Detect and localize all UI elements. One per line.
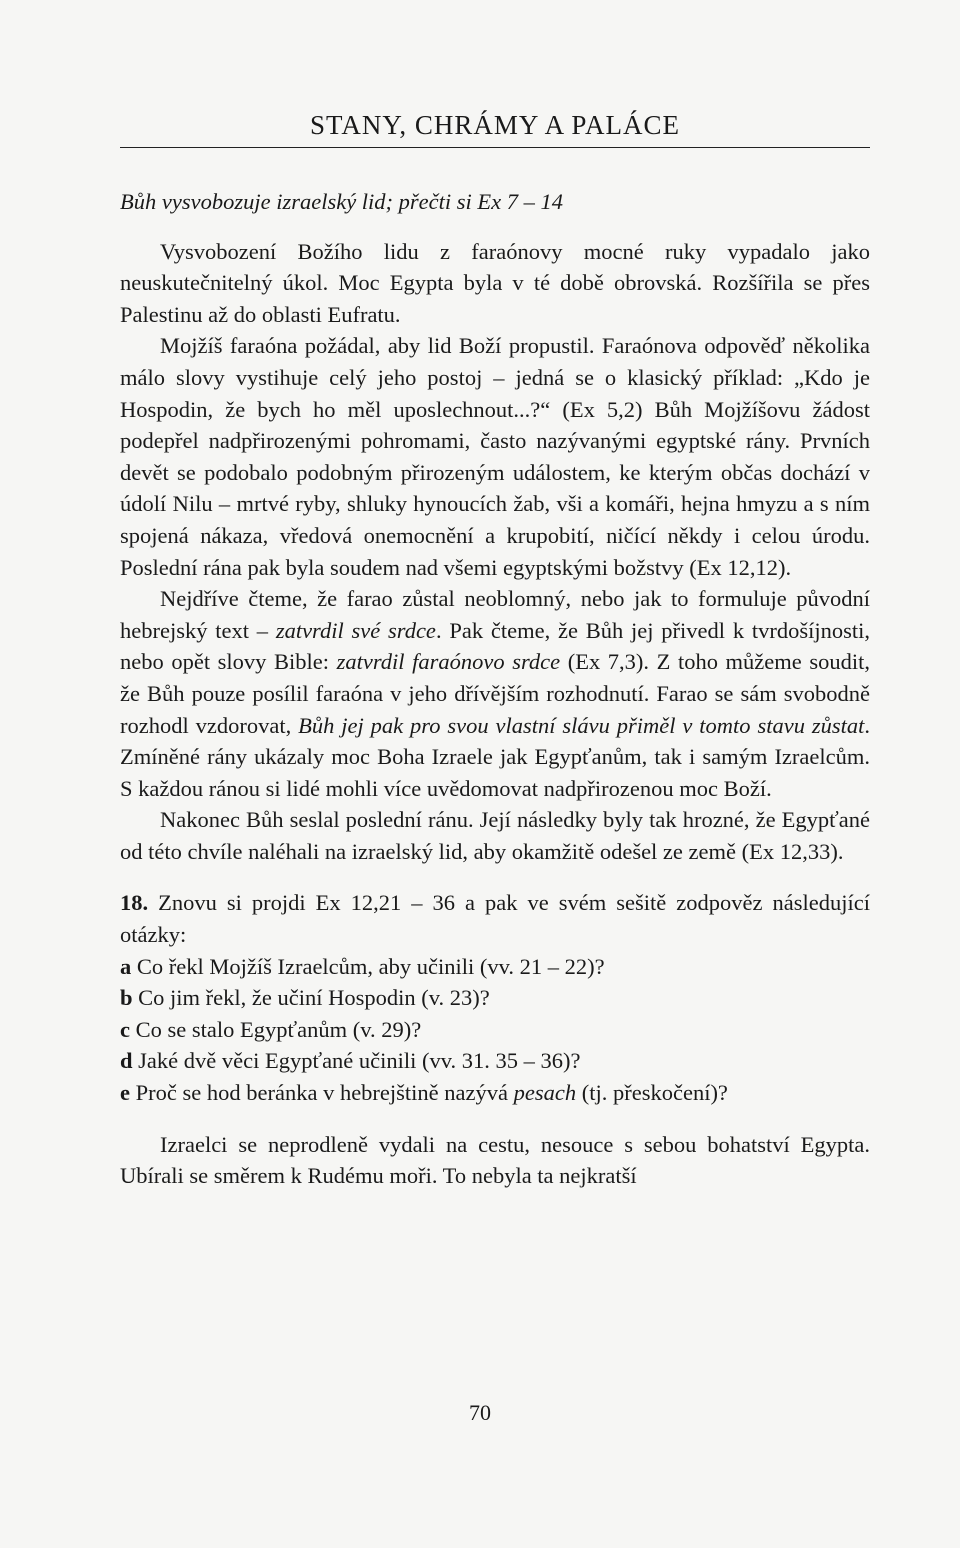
task-intro <box>120 887 870 950</box>
question-text: Co jim řekl, že učiní Hospodin (v. 23)? <box>132 985 490 1011</box>
question-letter: a <box>120 953 132 979</box>
paragraph-3-text-d: . Zmíněné rány ukázaly moc Boha Izraele jak Egypťanům, tak i samým Izraelcům. S každou ránou si lidé mohli více uvědomovat nadpřirozenou moc Boží. <box>120 712 870 801</box>
question-letter: b <box>120 985 133 1011</box>
question-text: Proč se hod beránka v hebrejštině nazývá <box>130 1080 514 1106</box>
paragraph-3-text-b: . Pak čteme, že Bůh jej přivedl k tvrdošíjnosti, nebo opět slovy Bible: <box>120 617 870 675</box>
question-italic: pesach <box>513 1080 577 1106</box>
closing-paragraph: Izraelci se neprodleně vydali na cestu, nesouce s sebou bohatství Egypta. Ubírali se směrem k Rudému moři. To nebyla ta nejkratší <box>120 1131 870 1189</box>
question-b <box>120 982 870 1014</box>
paragraph-3 <box>120 583 870 804</box>
paragraph-1: Vysvobození Božího lidu z faraónovy mocné ruky vypadalo jako neuskutečnitelný úkol. Moc Egypta byla v té době obrovská. Rozšířila se přes Palestinu až do oblasti Eufratu. <box>120 238 870 327</box>
task-intro-text: Znovu si projdi Ex 12,21 – 36 a pak ve svém sešitě zodpověz následující otázky: <box>120 890 870 948</box>
task-number: 18. <box>120 890 149 916</box>
paragraph-3-italic-3: Bůh jej pak pro svou vlastní slávu přiměl v tomto stavu zůstat <box>298 712 865 738</box>
paragraph-3-italic-2: zatvrdil faraónovo srdce <box>336 649 561 675</box>
running-title: STANY, CHRÁMY A PALÁCE <box>120 110 870 148</box>
paragraph-3-italic-1: zatvrdil své srdce <box>275 617 436 643</box>
question-e <box>120 1077 870 1109</box>
question-text: Co řekl Mojžíš Izraelcům, aby učinili (vv. 21 – 22)? <box>131 953 605 979</box>
spacer <box>120 1109 870 1129</box>
question-text: Jaké dvě věci Egypťané učinili (vv. 31. 35 – 36)? <box>132 1048 581 1074</box>
task-18 <box>120 887 870 1108</box>
spacer <box>120 867 870 887</box>
question-text: Co se stalo Egypťanům (v. 29)? <box>130 1016 422 1042</box>
paragraph-3-text-c: (Ex 7,3). Z toho můžeme soudit, že Bůh pouze posílil faraóna v jeho dřívějším rozhodnutí. Farao se sám svobodně rozhodl vzdorovat, <box>120 649 870 738</box>
question-a <box>120 951 870 983</box>
paragraph-3-text-a: Nejdříve čteme, že farao zůstal neoblomný, nebo jak to formuluje původní hebrejský text – <box>120 586 870 643</box>
page-content <box>120 186 870 1192</box>
question-letter: e <box>120 1080 130 1106</box>
paragraph-2: Mojžíš faraóna požádal, aby lid Boží propustil. Faraónova odpověď několika málo slovy vystihuje celý jeho postoj – jedná se o klasický příklad: „Kdo je Hospodin, že bych ho měl uposlechnout...?“ (Ex 5,2) Bůh Mojžíšovu žádost podepřel nadpřirozenými pohromami, často nazývanými egyptské rány. Prvních devět se podobalo podobným přirozeným událostem, ke kterým občas dochází v údolí Nilu – mrtvé ryby, shluky hynoucích žab, vši a komáři, hejna hmyzu a s ním spojená nákaza, vředová onemocnění a krupobití, ničící někdy i celou úrodu. Poslední rána pak byla soudem nad všemi egyptskými božstvy (Ex 12,12). <box>120 333 870 580</box>
question-d <box>120 1045 870 1077</box>
question-text-after: (tj. přeskočení)? <box>576 1080 728 1106</box>
section-title: Bůh vysvobozuje izraelský lid; přečti si Ex 7 – 14 <box>120 189 564 214</box>
question-c <box>120 1014 870 1046</box>
question-letter: c <box>120 1016 130 1042</box>
question-letter: d <box>120 1048 133 1074</box>
paragraph-4: Nakonec Bůh seslal poslední ránu. Její následky byly tak hrozné, že Egypťané od této chvíle naléhali na izraelský lid, aby okamžitě odešel ze země (Ex 12,33). <box>120 807 870 864</box>
page-number: 70 <box>469 1400 491 1425</box>
